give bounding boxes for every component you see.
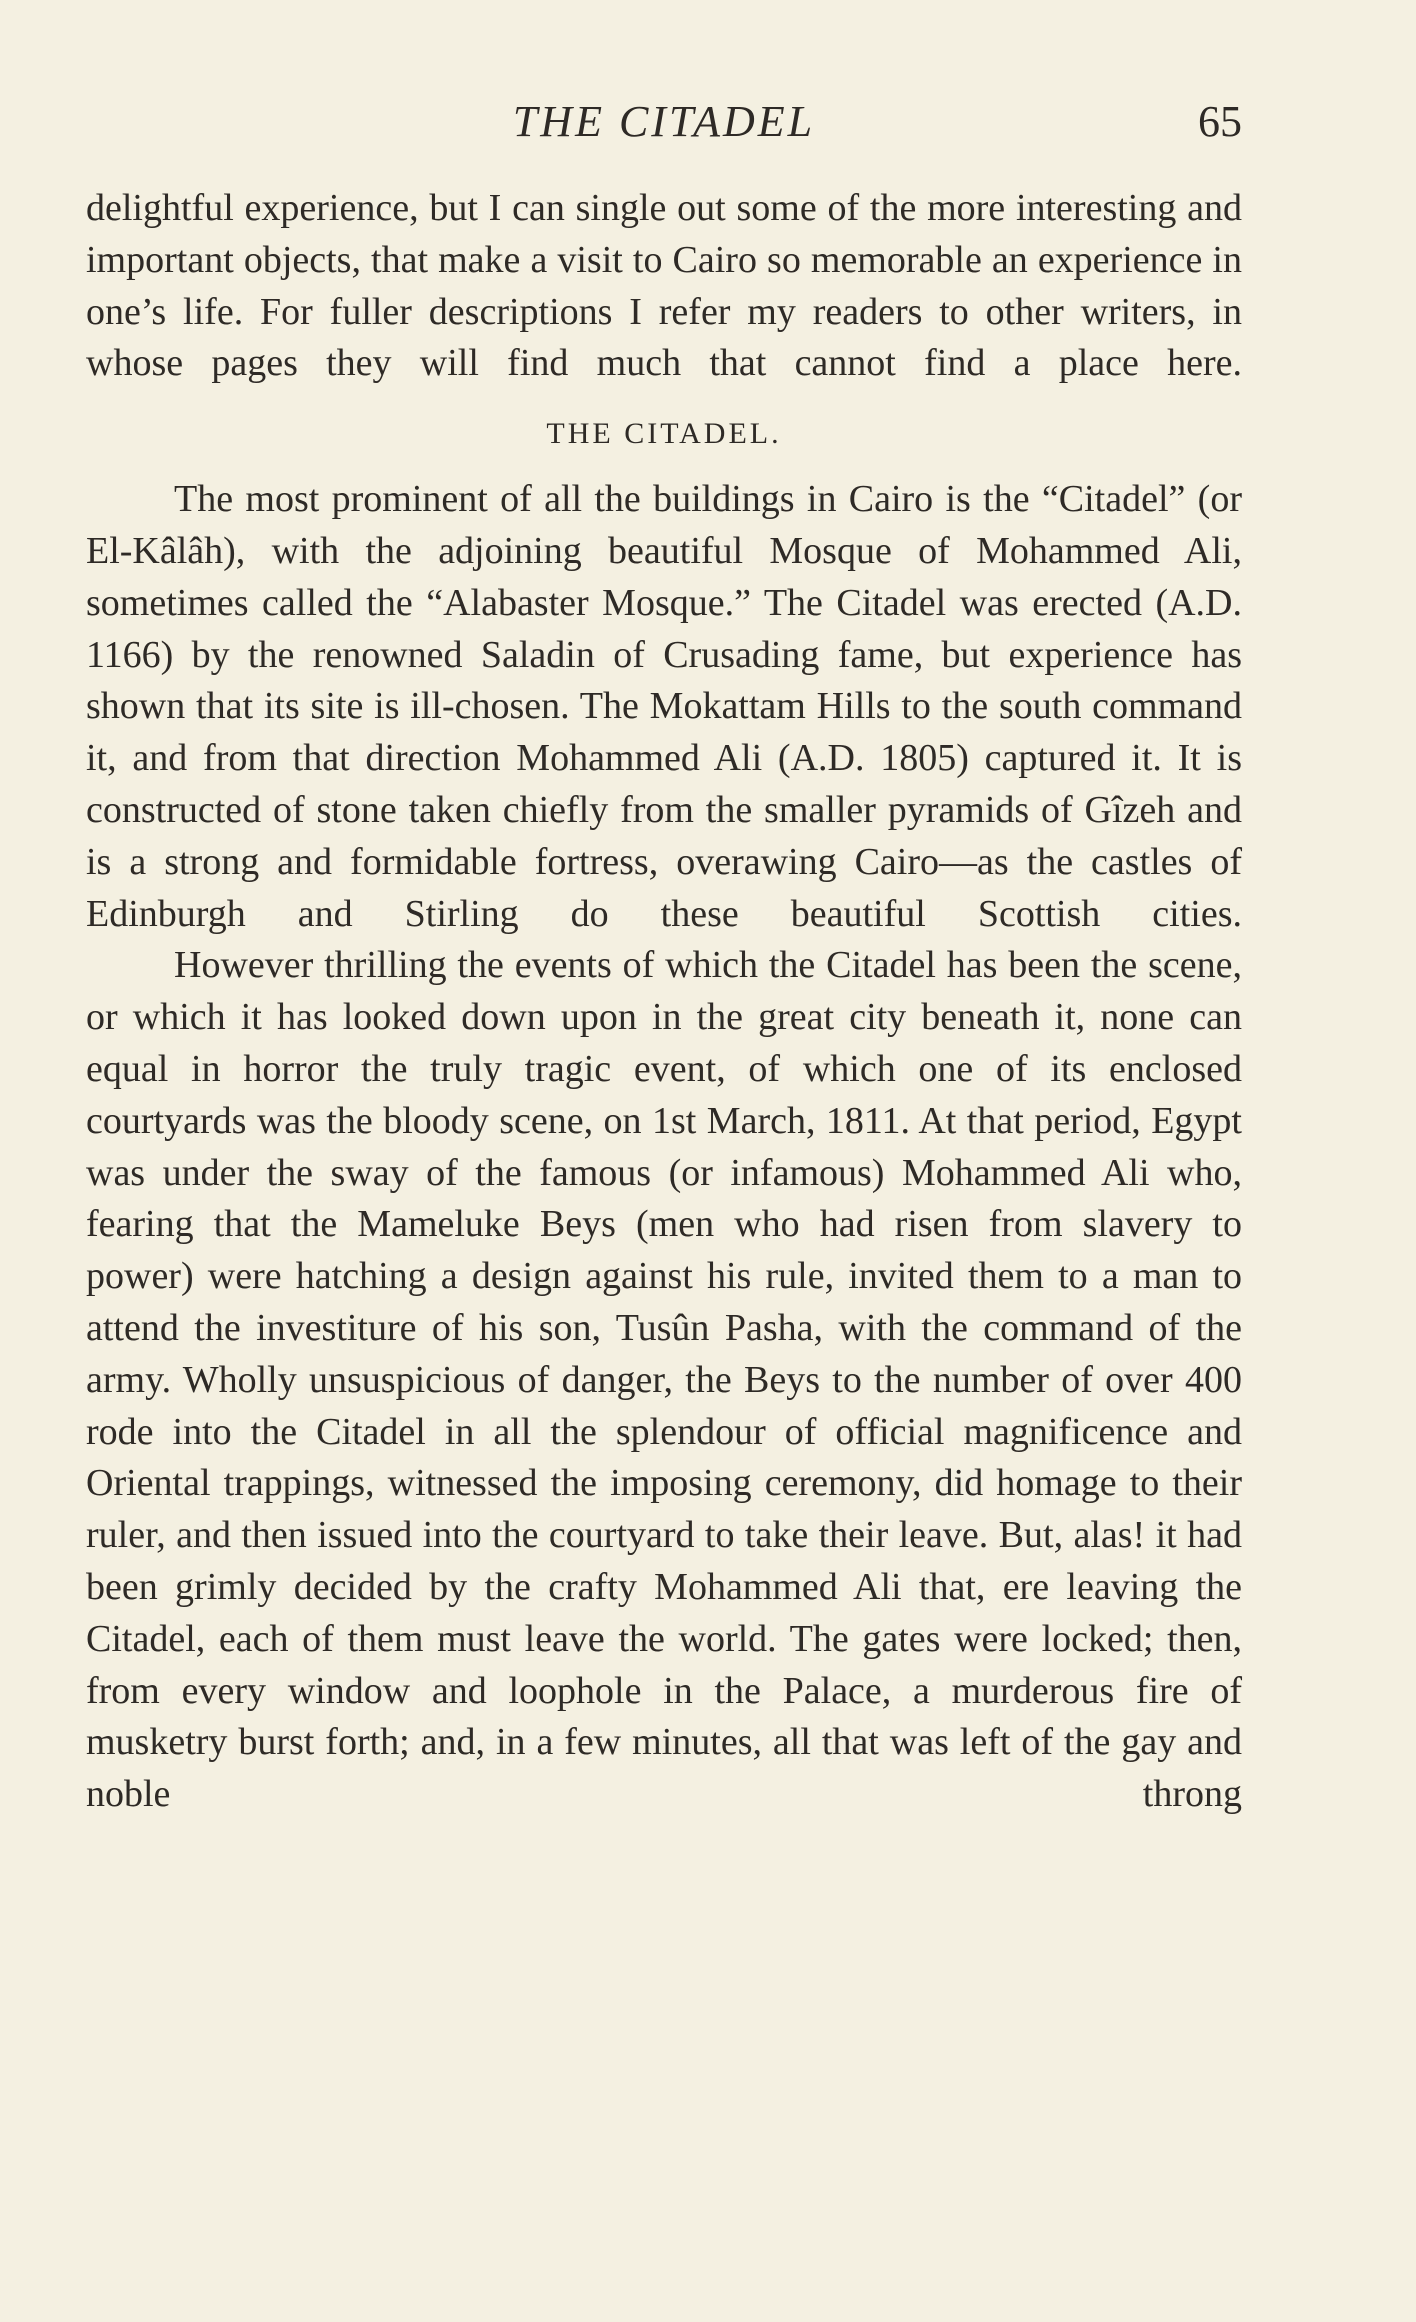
paragraph-massacre: However thrilling the events of which the Citadel has been the scene, or which it has looked down upon in the great city beneath it, none can equal in horror the truly tragic event, of which one of its enclosed courtyards was the bloody scene, on 1st March, 1811. At that period, Egypt was under the sway of the famous (or infamous) Mohammed Ali who, fearing that the Mameluke Beys (men who had risen from slavery to power) were hatching a design against his rule, invited them to a man to attend the investiture of his son, Tusûn Pasha, with the command of the army. Wholly unsuspicious of danger, the Beys to the number of over 400 rode into the Citadel in all the splendour of official magnificence and Oriental trappings, witnessed the imposing ceremony, did homage to their ruler, and then issued into the courtyard to take their leave. But, alas! it had been grimly decided by the crafty Mohammed Ali that, ere leaving the Citadel, each of them must leave the world. The gates were locked; then, from every window and loophole in the Palace, a murderous fire of musketry burst forth; and, in a few minutes, all that was left of the gay and noble throng [86, 944, 1242, 1816]
section-heading: THE CITADEL. [546, 417, 782, 451]
body-text [86, 183, 1242, 1821]
running-title: THE CITADEL [512, 97, 816, 146]
page-number: 65 [1198, 97, 1242, 146]
paragraph-citadel-description: The most prominent of all the buildings in Cairo is the “Citadel” (or El-Kâlâh), with the adjoining beautiful Mosque of Mohammed Ali, sometimes called the “Alabaster Mosque.” The Citadel was erected (A.D. 1166) by the renowned Saladin of Crusading fame, but experience has shown that its site is ill-chosen. The Mokattam Hills to the south command it, and from that direction Mohammed Ali (A.D. 1805) captured it. It is constructed of stone taken chiefly from the smaller pyramids of Gîzeh and is a strong and formidable fortress, overawing Cairo—as the castles of Edinburgh and Stirling do these beautiful Scottish cities. [86, 478, 1242, 935]
intro-paragraph: delightful experience, but I can single out some of the more interesting and important objects, that make a visit to Cairo so memorable an experience in one’s life. For fuller descriptions I refer my readers to other writers, in whose pages they will find much that cannot find a place here. [86, 187, 1242, 385]
running-head [86, 92, 1242, 152]
